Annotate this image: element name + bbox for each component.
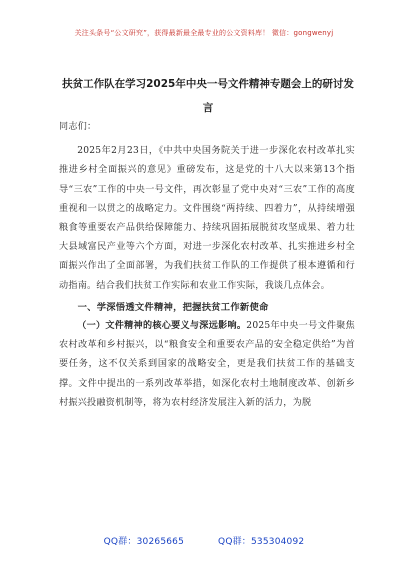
subsection-text: 2025年中央一号文件聚焦农村改革和乡村振兴，以“粮食安全和重要农产品的安全稳定供给”为首要任务，这不仅关系到国家的战略安全，更是我们扶贫工作的基础支撑。文件中提出的一系列改革举措，如深化农村土地制度改革、创新乡村振兴投融资机制等，将为农村经济发展注入新的活力，为脱 <box>59 321 355 408</box>
paragraph-subsection <box>59 317 355 413</box>
footer-qq-group-1: QQ群：30265665 <box>103 537 185 547</box>
section-heading: 一、学深悟透文件精神，把握扶贫工作新使命 <box>77 301 269 313</box>
footer <box>0 534 408 547</box>
header-note: 关注头条号“公文研究”，获得最新最全最专业的公文资料库！ 微信：gongwenyj <box>74 29 334 37</box>
document-body <box>59 118 355 413</box>
subsection-heading: （一）文件精神的核心要义与深远影响。 <box>77 321 247 332</box>
document-title: 扶贫工作队在学习2025年中央一号文件精神专题会上的研讨发言 <box>62 78 354 114</box>
footer-qq-group-2: QQ群：535304092 <box>218 537 305 547</box>
salutation: 同志们： <box>59 122 97 132</box>
paragraph-intro: 2025年2月23日，《中共中央国务院关于进一步深化农村改革扎实推进乡村全面振兴的意见》重磅发布，这是党的十八大以来第13个指导“三农”工作的中央一号文件，再次彰显了党中央对“三农”工作的高度重视和一以贯之的战略定力。文件围绕“两持续、四着力”，从持续增强粮食等重要农产品供给保障能力、持续巩固拓展脱贫攻坚成果、着力壮大县域富民产业等六个方面，对进一步深化农村改革、扎实推进乡村全面振兴作出了全面部署，为我们扶贫工作队的工作提供了根本遵循和行动指南。结合我们扶贫工作实际和农业工作实际，我谈几点体会。 <box>59 146 355 291</box>
